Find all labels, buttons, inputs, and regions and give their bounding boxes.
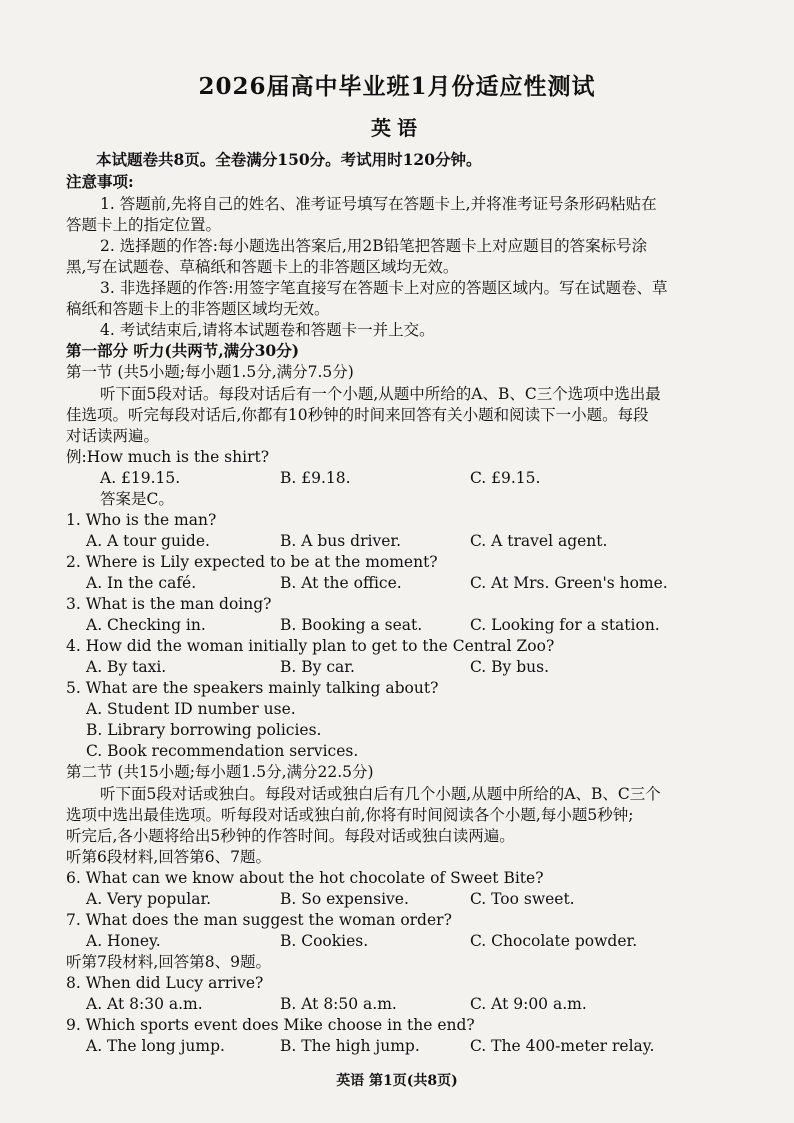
- material-6-heading: 听第6段材料,回答第6、7题。: [66, 848, 272, 866]
- page-footer: 英语 第1页(共8页): [336, 1073, 458, 1089]
- section2-heading: 第二节 (共15小题;每小题1.5分,满分22.5分): [66, 763, 374, 781]
- example-question: 例:How much is the shirt?: [66, 448, 270, 466]
- question-7: 7. What does the man suggest the woman order?: [66, 911, 452, 929]
- section2-directions-2: 选项中选出最佳选项。听每段对话或独白前,你将有时间阅读各个小题,每小题5秒钟;: [66, 806, 634, 824]
- example-option-c: C. £9.15.: [470, 469, 541, 487]
- question-1-option-b: B. A bus driver.: [280, 532, 402, 550]
- example-option-b: B. £9.18.: [280, 469, 351, 487]
- page-title: 2026届高中毕业班1月份适应性测试: [198, 73, 596, 100]
- notice-item-2-line-2: 黑,写在试题卷、草稿纸和答题卡上的非答题区域均无效。: [66, 258, 459, 276]
- question-7-option-a: A. Honey.: [86, 932, 161, 950]
- question-8-option-a: A. At 8:30 a.m.: [86, 995, 203, 1013]
- question-3-option-a: A. Checking in.: [86, 616, 206, 634]
- question-2-option-c: C. At Mrs. Green's home.: [470, 574, 668, 592]
- question-8-option-c: C. At 9:00 a.m.: [470, 995, 587, 1013]
- notice-item-1-line-1: 1. 答题前,先将自己的姓名、准考证号填写在答题卡上,并将准考证号条形码粘贴在: [100, 195, 657, 213]
- question-3-option-b: B. Booking a seat.: [280, 616, 423, 634]
- question-5-option-a: A. Student ID number use.: [86, 700, 296, 718]
- question-2-option-b: B. At the office.: [280, 574, 402, 592]
- notice-item-1-line-2: 答题卡上的指定位置。: [66, 216, 222, 234]
- part1-heading: 第一部分 听力(共两节,满分30分): [66, 341, 300, 360]
- notice-item-4: 4. 考试结束后,请将本试题卷和答题卡一并上交。: [100, 321, 435, 339]
- question-5-option-c: C. Book recommendation services.: [86, 742, 359, 760]
- question-4-option-b: B. By car.: [280, 658, 355, 676]
- example-option-a: A. £19.15.: [100, 469, 181, 487]
- question-9-option-c: C. The 400-meter relay.: [470, 1037, 655, 1055]
- question-3-option-c: C. Looking for a station.: [470, 616, 660, 634]
- question-5: 5. What are the speakers mainly talking about?: [66, 679, 439, 697]
- question-6-option-a: A. Very popular.: [86, 890, 212, 908]
- question-6-option-b: B. So expensive.: [280, 890, 409, 908]
- section2-directions-1: 听下面5段对话或独白。每段对话或独白后有几个小题,从题中所给的A、B、C三个: [100, 785, 661, 803]
- section1-directions-3: 对话读两遍。: [66, 427, 160, 445]
- section1-directions-1: 听下面5段对话。每段对话后有一个小题,从题中所给的A、B、C三个选项中选出最: [100, 385, 661, 403]
- question-6-option-c: C. Too sweet.: [470, 890, 575, 908]
- question-2: 2. Where is Lily expected to be at the moment?: [66, 553, 438, 571]
- section1-heading: 第一节 (共5小题;每小题1.5分,满分7.5分): [66, 363, 354, 381]
- notice-item-2-line-1: 2. 选择题的作答:每小题选出答案后,用2B铅笔把答题卡上对应题目的答案标号涂: [100, 237, 648, 255]
- question-4-option-c: C. By bus.: [470, 658, 550, 676]
- question-1-option-a: A. A tour guide.: [86, 532, 210, 550]
- question-9-option-a: A. The long jump.: [86, 1037, 225, 1055]
- notice-heading: 注意事项:: [66, 172, 134, 191]
- question-4: 4. How did the woman initially plan to get to the Central Zoo?: [66, 637, 555, 655]
- question-3: 3. What is the man doing?: [66, 595, 272, 613]
- question-8-option-b: B. At 8:50 a.m.: [280, 995, 397, 1013]
- notice-item-3-line-2: 稿纸和答题卡上的非答题区域均无效。: [66, 300, 330, 318]
- question-1: 1. Who is the man?: [66, 511, 217, 529]
- question-1-option-c: C. A travel agent.: [470, 532, 608, 550]
- question-4-option-a: A. By taxi.: [86, 658, 167, 676]
- example-answer: 答案是C。: [100, 490, 174, 508]
- question-5-option-b: B. Library borrowing policies.: [86, 721, 322, 739]
- section2-directions-3: 听完后,各小题将给出5秒钟的作答时间。每段对话或独白读两遍。: [66, 827, 515, 845]
- question-7-option-b: B. Cookies.: [280, 932, 369, 950]
- material-7-heading: 听第7段材料,回答第8、9题。: [66, 953, 272, 971]
- question-8: 8. When did Lucy arrive?: [66, 974, 264, 992]
- notice-item-3-line-1: 3. 非选择题的作答:用签字笔直接写在答题卡上对应的答题区域内。写在试题卷、草: [100, 279, 668, 297]
- question-2-option-a: A. In the café.: [86, 574, 197, 592]
- question-9: 9. Which sports event does Mike choose in the end?: [66, 1016, 475, 1034]
- question-9-option-b: B. The high jump.: [280, 1037, 420, 1055]
- intro-text: 本试题卷共8页。全卷满分150分。考试用时120分钟。: [96, 150, 482, 169]
- section1-directions-2: 佳选项。听完每段对话后,你都有10秒钟的时间来回答有关小题和阅读下一小题。每段: [66, 406, 649, 424]
- question-7-option-c: C. Chocolate powder.: [470, 932, 638, 950]
- subject-title: 英语: [371, 116, 423, 140]
- question-6: 6. What can we know about the hot chocolate of Sweet Bite?: [66, 869, 544, 887]
